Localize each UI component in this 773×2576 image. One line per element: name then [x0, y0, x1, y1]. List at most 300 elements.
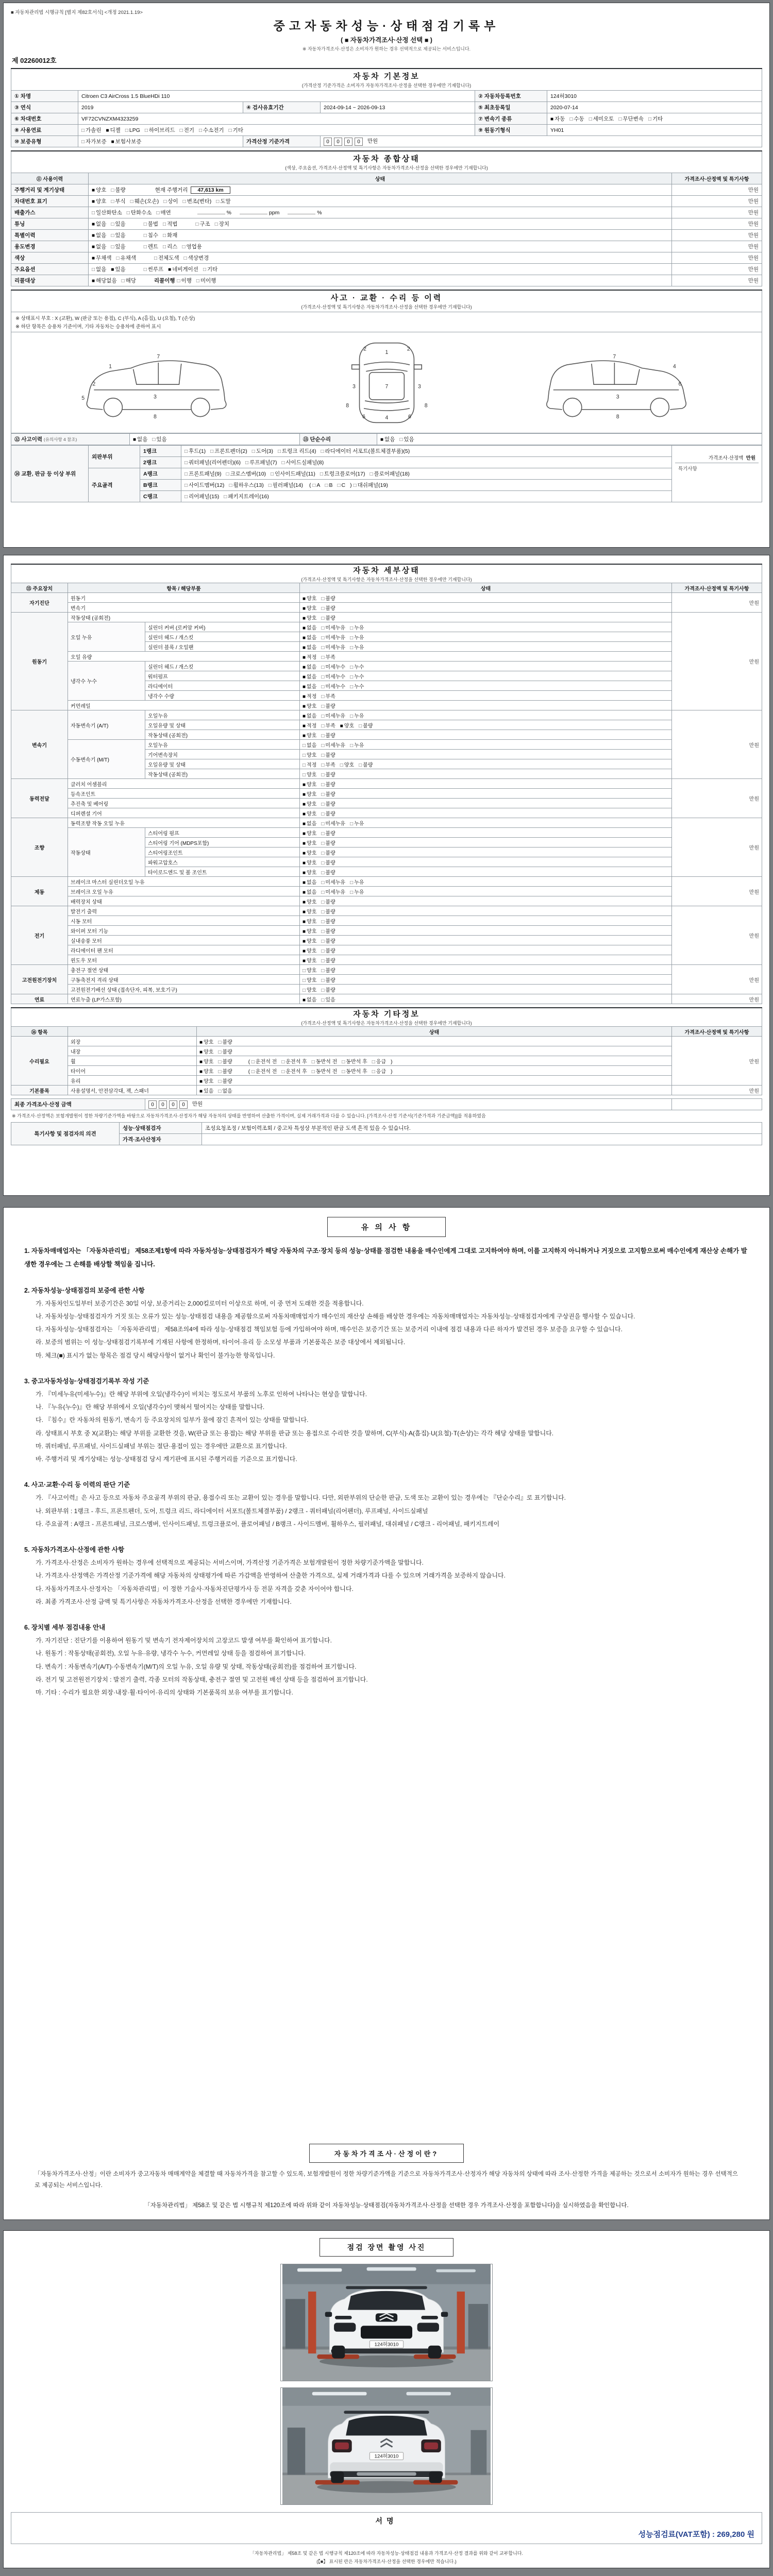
svg-text:2: 2	[363, 346, 366, 352]
checkbox-checked-icon: ■	[168, 267, 172, 273]
checkbox-option: ■ 없음	[303, 625, 317, 631]
checkbox-option: □ 불량	[218, 1069, 232, 1075]
table-row: ① 차명 Citroen C3 AirCross 1.5 BlueHDi 110 ② 자동차등록번호 124허3010	[11, 91, 762, 102]
checkbox-option: □ 미세누수	[321, 684, 346, 690]
checkbox-option: □ 수동	[569, 116, 584, 122]
notice-sub-text: 라. 보증의 범위는 이 성능·상태점검기록부에 기재된 사항에 한정하며, 타이어·유리 등 소모성 부품과 기본품목은 보증 대상에서 제외됩니다.	[36, 1338, 406, 1346]
checkbox-icon: □	[210, 449, 214, 454]
checkbox-icon: □	[321, 958, 325, 964]
checkbox-option: □ 동반석 후	[342, 1069, 367, 1075]
checkbox-option: □ 불량	[359, 723, 373, 729]
checkbox-checked-icon: ■	[303, 713, 306, 719]
checkbox-option: □ 불량	[321, 752, 335, 758]
checkbox-option: □ 미세누수	[321, 664, 346, 670]
checkbox-icon: □	[184, 494, 188, 500]
checkbox-icon: □	[251, 449, 255, 454]
document-subtitle: ( ■ 자동차가격조사·산정 선택 ■ )	[341, 37, 432, 44]
checkbox-icon: □	[618, 116, 622, 122]
checkbox-icon: □	[125, 128, 128, 133]
svg-text:3: 3	[616, 394, 620, 400]
checkbox-icon: □	[111, 199, 114, 205]
checkbox-icon: □	[199, 128, 203, 133]
checkbox-option: ■ 양호	[303, 615, 317, 621]
checkbox-option: □ 미세누유	[321, 821, 346, 827]
checkbox-option: □ 미세누유	[321, 713, 346, 719]
table-row: 최종 가격조사·산정 금액 0 0 0 0 만원	[11, 1099, 762, 1110]
section-header: 자동차 종합상태 (색상, 주요옵션, 가격조사·산정액 및 특기사항은 자동차가격조사·산정을 선택한 경우에만 기재합니다)	[11, 151, 762, 173]
notices-title: 유 의 사 항	[327, 1217, 446, 1237]
mileage-value: 47,613 km	[191, 187, 230, 194]
checkbox-checked-icon: ■	[303, 958, 306, 964]
checkbox-icon: □	[130, 199, 133, 205]
checkbox-icon: □	[218, 1088, 222, 1094]
checkbox-option: □ 불량	[321, 791, 335, 798]
notice-text: 6. 장치별 세부 점검내용 안내	[24, 1623, 106, 1631]
checkbox-option: ■ 양호	[303, 928, 317, 935]
checkbox-option: □ 부족	[321, 693, 335, 700]
checkbox-option: ■ 적정	[303, 693, 317, 700]
checkbox-checked-icon: ■	[303, 664, 306, 670]
checkbox-option: □ 누유	[350, 879, 364, 886]
checkbox-option: □ 무단변속	[618, 116, 644, 122]
checkbox-option: □ 침수	[143, 232, 159, 239]
checkbox-option: ■ 양호	[199, 1049, 214, 1055]
vin-value: VF72CVNZXM4323259	[78, 113, 475, 125]
inspection-fee: 성능점검료(VAT포함) : 269,280 원	[638, 2530, 754, 2539]
checkbox-checked-icon: ■	[303, 899, 306, 905]
checkbox-option: □ 트렁크 리드(4)	[277, 448, 316, 454]
checkbox-option: □ 미이행	[196, 278, 216, 284]
overall-condition-section	[11, 150, 762, 286]
table-row: C랭크 □ 리어패널(15) □ 패키지트레이(16)	[11, 491, 762, 502]
table-row: 타이어 ■ 양호 □ 불량 ( □ 운전석 전 □ 운전석 후 □ 동반석 전 □ 동반석 후 □ 응급 )	[11, 1066, 762, 1076]
footer-line-2: (【■】 표시된 란은 자동차가격조사·산정을 선택한 경우에만 적습니다.)	[316, 2559, 457, 2565]
checkbox-icon: □	[372, 1059, 375, 1065]
checkbox-icon: □	[321, 449, 324, 454]
checkbox-checked-icon: ■	[303, 791, 306, 798]
checkbox-option: □ 불량	[321, 850, 335, 856]
checkbox-icon: □	[143, 244, 147, 250]
checkbox-icon: □	[321, 968, 325, 974]
price-digit-boxes: 0 0 0 0	[324, 138, 363, 146]
detail-row: 제동 브레이크 마스터 실린더오일 누유 ■ 없음 □ 미세누유 □ 누유 만원	[11, 877, 762, 887]
checkbox-icon: □	[350, 635, 354, 641]
inspector-comment: 조성요청조정 / 보험이력조회 / 중고차 특성상 부분적인 판금 도색 흔적 있을 수 있습니다.	[202, 1123, 762, 1134]
table-row: 유리 ■ 양호 □ 불량	[11, 1076, 762, 1086]
svg-text:3: 3	[352, 383, 356, 390]
checkbox-option: ■ 있음	[111, 266, 126, 273]
checkbox-icon: □	[342, 1059, 345, 1065]
checkbox-icon: □	[143, 267, 147, 273]
exchange-panel-table	[11, 445, 762, 502]
table-row: 가격·조사산정자	[11, 1134, 762, 1145]
detail-row: 오일유량 및 상태 ■ 적정 □ 부족 ■ 양호 □ 불량	[11, 720, 762, 730]
detail-row: 배력장치 상태 ■ 양호 □ 불량	[11, 896, 762, 906]
checkbox-option: □ 프론트펜더(2)	[210, 448, 247, 454]
svg-text:124허3010: 124허3010	[374, 2453, 399, 2460]
checkbox-option: □ 미세누유	[321, 742, 346, 749]
notice-sub-text: 가. 『미세누유(미세누수)』란 해당 부위에 오일(냉각수)이 비치는 정도로서 부품의 노후로 인하여 나타나는 현상을 말합니다.	[36, 1390, 367, 1398]
svg-text:7: 7	[613, 353, 616, 360]
confirmation-text: 「자동차관리법」 제58조 및 같은 법 시행규칙 제120조에 따라 위와 같이 자동차성능·상태점검(자동차가격조사·산정을 선택한 경우 가격조사·산정을 포함합니다)을 실시하였음을 확인합니다.	[144, 2202, 629, 2209]
checkbox-option: □ 불량	[321, 899, 335, 905]
overall-condition-table	[11, 150, 762, 286]
checkbox-icon: □	[321, 625, 325, 631]
checkbox-option: □ 크로스멤버(10)	[226, 471, 266, 477]
checkbox-option: □ 불량	[321, 870, 335, 876]
checkbox-option: □ 유채색	[116, 255, 136, 261]
checkbox-option: □ 불량	[321, 860, 335, 866]
checkbox-icon: □	[350, 684, 354, 690]
checkbox-option: □ 구조	[195, 221, 210, 227]
checkbox-option: ■ 무채색	[92, 255, 112, 261]
detail-row: 실린더 블록 / 오일팬 ■ 없음 □ 미세누유 □ 누유	[11, 642, 762, 652]
checkbox-icon: □	[218, 1059, 222, 1065]
column-header-row: ⑯ 항목 상태 가격조사·산정액 및 특기사항	[11, 1027, 762, 1037]
checkbox-icon: □	[569, 116, 573, 122]
checkbox-icon: □	[353, 483, 357, 488]
checkbox-option: □ 불량	[359, 762, 373, 768]
checkbox-option: □ 불량	[321, 703, 335, 709]
price-cell: 만원	[671, 613, 762, 710]
checkbox-option: □ B	[325, 482, 333, 488]
checkbox-option: ■ 적정	[303, 654, 317, 660]
checkbox-checked-icon: ■	[303, 831, 306, 837]
checkbox-option: □ 해당	[121, 278, 136, 284]
etc-info-table	[11, 1007, 762, 1095]
checkbox-icon: □	[303, 968, 306, 974]
table-row: ⑥ 차대번호 VF72CVNZXM4323259 ⑦ 변속기 종류 ■ 자동 □ 수동 □ 세미오토 □ 무단변속 □ 기타	[11, 113, 762, 125]
checkbox-option: □ 불량	[321, 977, 335, 984]
checkbox-option: ■ 없음	[303, 997, 317, 1003]
checkbox-option: □ 있음	[111, 232, 126, 239]
checkbox-option: □ 누유	[350, 625, 364, 631]
checkbox-option: ■ 양호	[303, 801, 317, 807]
svg-text:1: 1	[385, 349, 388, 355]
checkbox-option: □ 프론트패널(9)	[184, 471, 222, 477]
photos-title: 점검 장면 촬영 사진	[320, 2238, 453, 2257]
checkbox-checked-icon: ■	[303, 782, 306, 788]
checkbox-option: □ 가솔린	[81, 127, 102, 133]
checkbox-icon: □	[321, 997, 325, 1003]
accident-title-table	[11, 290, 762, 312]
checkbox-option: □ 쿼터패널(리어펜더)(6)	[184, 460, 241, 466]
checkbox-option: □ 불량	[218, 1049, 232, 1055]
table-row: 2랭크 □ 쿼터패널(리어펜더)(6) □ 루프패널(7) □ 사이드실패널(8)	[11, 457, 762, 468]
detail-row: 오일유량 및 상태 □ 적정 □ 부족 □ 양호 □ 불량	[11, 759, 762, 769]
checkbox-icon: □	[92, 267, 95, 273]
detail-row: 오일 누유 실린더 커버 (로커암 커버) ■ 없음 □ 미세누유 □ 누유	[11, 622, 762, 632]
notice-sub-text: 라. 최종 가격조사·산정 금액 및 특기사항은 자동차가격조사·산정을 선택한 경우에만 기재합니다.	[36, 1598, 292, 1605]
checkbox-checked-icon: ■	[199, 1059, 203, 1065]
checkbox-icon: □	[281, 1059, 285, 1065]
notice-sub-text: 마. 체크(■) 표시가 없는 항목은 점검 당시 해당사항이 없거나 확인이 불가능한 항목입니다.	[36, 1351, 275, 1359]
checkbox-option: □ 도말	[216, 198, 231, 205]
checkbox-option: □ 불량	[321, 801, 335, 807]
detail-row: 조향 동력조향 작동 오일 누유 ■ 없음 □ 미세누유 □ 누유 만원	[11, 818, 762, 828]
checkbox-option: □ 기타	[228, 127, 243, 133]
table-row: 특별이력 ■ 없음 □ 있음 □ 침수 □ 화재 만원	[11, 230, 762, 241]
notice-sub-text: 나. 자동차성능·상태점검자가 거짓 또는 오류가 있는 성능·상태점검 내용을 제공함으로써 자동차매매업자가 매수인의 재산상 손해를 배상한 경우에는 자동차매매업자는 자동차성능·상태점검자에게 구상권을 행사할 수 있습니다.	[36, 1312, 635, 1320]
checkbox-checked-icon: ■	[111, 267, 114, 273]
checkbox-icon: □	[111, 244, 114, 250]
checkbox-checked-icon: ■	[303, 909, 306, 915]
checkbox-option: ■ 양호	[303, 948, 317, 954]
checkbox-icon: □	[143, 233, 147, 239]
notice-sub-text: 가. 자동차인도일부터 보증기간은 30일 이상, 보증거리는 2,000킬로미터 이상으로 하며, 이 중 먼저 도래한 것을 적용합니다.	[36, 1299, 364, 1307]
svg-text:8: 8	[616, 413, 620, 420]
notice-item	[24, 1284, 749, 1362]
checkbox-icon: □	[303, 762, 306, 768]
checkbox-option: □ 응급	[372, 1069, 386, 1075]
checkbox-option: ■ 없음	[133, 436, 148, 443]
svg-text:6: 6	[678, 380, 682, 387]
checkbox-checked-icon: ■	[92, 199, 95, 205]
checkbox-option: □ 장치	[214, 221, 230, 227]
checkbox-option: □ 동반석 전	[311, 1059, 338, 1065]
checkbox-option: □ 불량	[321, 605, 335, 612]
checkbox-option: □ 일산화탄소	[92, 210, 122, 216]
checkbox-option: ■ 없음	[380, 436, 395, 443]
checkbox-icon: □	[321, 713, 325, 719]
checkbox-checked-icon: ■	[106, 128, 109, 133]
checkbox-icon: □	[321, 791, 325, 798]
detail-condition-table	[11, 564, 762, 1004]
checkbox-option: □ 있음	[152, 436, 167, 443]
checkbox-option: ■ 양호	[303, 605, 317, 612]
appraiser-comment	[202, 1134, 762, 1145]
checkbox-icon: □	[369, 471, 373, 477]
checkbox-option: ■ 디젤	[106, 127, 121, 133]
checkbox-option: □ 양호	[303, 968, 317, 974]
checkbox-icon: □	[359, 723, 362, 729]
notices-list	[11, 1241, 762, 2140]
price-cell: 만원	[672, 184, 762, 196]
checkbox-icon: □	[321, 782, 325, 788]
checkbox-option: □ 화재	[163, 232, 178, 239]
checkbox-option: □ 변조(변타)	[182, 198, 212, 205]
checkbox-option: ■ 없음	[92, 221, 107, 227]
checkbox-checked-icon: ■	[199, 1088, 203, 1094]
checkbox-option: □ 없음	[303, 742, 317, 749]
checkbox-option: □ 적정	[303, 762, 317, 768]
checkbox-checked-icon: ■	[303, 625, 306, 631]
svg-text:1: 1	[109, 363, 112, 369]
page-1	[3, 3, 770, 548]
notice-sub-text: 다. 자동차가격조사·산정자는 「자동차관리법」이 정한 기술사·자동차진단평가사 등 전문 자격을 갖춘 자이어야 합니다.	[36, 1585, 354, 1592]
price-cell: 만원	[672, 218, 762, 230]
detail-condition-section	[11, 564, 762, 1004]
car-diagram-front-side	[72, 336, 236, 429]
checkbox-icon: □	[111, 188, 114, 193]
detail-row: 변속기 자동변속기 (A/T) 오일누유 ■ 없음 □ 미세누유 □ 누유 만원	[11, 710, 762, 720]
checkbox-option: □ 있음	[321, 997, 335, 1003]
checkbox-option: □ 불량	[321, 733, 335, 739]
checkbox-option: □ 있음	[111, 244, 126, 250]
first-reg-value: 2020-07-14	[547, 102, 762, 113]
checkbox-option: □ 불량	[321, 958, 335, 964]
checkbox-option: □ 부족	[321, 654, 335, 660]
checkbox-icon: □	[350, 713, 354, 719]
checkbox-option: □ 필러패널(14)	[268, 482, 304, 488]
signature-label: 서명	[375, 2517, 398, 2525]
checkbox-icon: □	[321, 987, 325, 993]
checkbox-checked-icon: ■	[303, 860, 306, 866]
checkbox-option: □ 이행	[177, 278, 192, 284]
checkbox-icon: □	[156, 210, 160, 216]
notice-sub-text: 가. 『사고이력』은 사고 등으로 자동차 주요골격 부위의 판금, 용접수리 또는 교환이 있는 경우를 말합니다. 다만, 외판부위의 단순한 판금, 도색 또는 교환이 있는 경우에는 『단순수리』로 표기합니다.	[36, 1494, 566, 1502]
checkbox-checked-icon: ■	[340, 723, 343, 729]
checkbox-option: □ 적법	[163, 221, 178, 227]
checkbox-checked-icon: ■	[303, 811, 306, 817]
detail-row: 기어변속장치 □ 양호 □ 불량	[11, 750, 762, 759]
checkbox-checked-icon: ■	[92, 222, 95, 227]
blank-field	[288, 209, 315, 214]
checkbox-option: ■ 양호	[303, 899, 317, 905]
svg-text:3: 3	[417, 383, 421, 390]
checkbox-icon: □	[81, 139, 85, 145]
car-diagram-rear-side	[537, 336, 701, 429]
checkbox-option: ■ 없음	[303, 879, 317, 886]
checkbox-checked-icon: ■	[303, 723, 306, 729]
price-cell: 만원	[671, 593, 762, 613]
checkbox-icon: □	[321, 742, 325, 749]
checkbox-icon: □	[163, 199, 167, 205]
checkbox-option: □ 누유	[350, 645, 364, 651]
checkbox-icon: □	[350, 742, 354, 749]
svg-text:124허3010: 124허3010	[374, 2342, 399, 2348]
price-cell: 만원	[672, 264, 762, 275]
checkbox-option: □ 도어(3)	[251, 448, 273, 454]
detail-row: 전기 발전기 출력 ■ 양호 □ 불량 만원	[11, 906, 762, 916]
checkbox-icon: □	[321, 938, 325, 944]
checkbox-icon: □	[81, 128, 85, 133]
page-3	[3, 1207, 770, 2220]
checkbox-icon: □	[303, 742, 306, 749]
checkbox-icon: □	[224, 494, 227, 500]
checkbox-icon: □	[303, 977, 306, 984]
checkbox-option: □ 패키지트레이(16)	[224, 494, 269, 500]
checkbox-option: ■ 네비게이션	[168, 266, 198, 273]
checkbox-checked-icon: ■	[111, 139, 114, 145]
checkbox-option: □ 미세누수	[321, 674, 346, 680]
checkbox-icon: □	[321, 948, 325, 954]
checkbox-option: □ 미세누유	[321, 635, 346, 641]
table-row: 튜닝 ■ 없음 □ 있음 □ 불법 □ 적법 □ 구조 □ 장치 만원	[11, 218, 762, 230]
price-cell: 만원	[672, 196, 762, 207]
checkbox-icon: □	[277, 449, 281, 454]
checkbox-option: □ 누수	[350, 674, 364, 680]
detail-row: 커먼레일 ■ 양호 □ 불량	[11, 701, 762, 710]
detail-row: 수동변속기 (M/T) 오일누유 □ 없음 □ 미세누유 □ 누유	[11, 740, 762, 750]
checkbox-icon: □	[321, 762, 325, 768]
checkbox-icon: □	[179, 128, 183, 133]
price-cell: 만원	[671, 710, 762, 779]
checkbox-icon: □	[342, 1069, 345, 1075]
notice-text: 4. 사고·교환·수리 등 이력의 판단 기준	[24, 1481, 130, 1489]
checkbox-icon: □	[321, 596, 325, 602]
checkbox-option: □ 동반석 전	[311, 1069, 338, 1075]
table-row: 용도변경 ■ 없음 □ 있음 □ 렌트 □ 리스 □ 영업용 만원	[11, 241, 762, 252]
final-price-section	[11, 1098, 762, 1119]
checkbox-checked-icon: ■	[303, 596, 306, 602]
checkbox-option: ■ 양호	[303, 791, 317, 798]
checkbox-checked-icon: ■	[92, 233, 95, 239]
price-cell: 만원	[672, 275, 762, 286]
notice-text: 2. 자동차성능·상태점검의 보증에 관한 사항	[24, 1286, 145, 1294]
detail-row: 실린더 헤드 / 개스킷 ■ 없음 □ 미세누유 □ 누유	[11, 632, 762, 642]
checkbox-option: □ LPG	[125, 127, 140, 133]
checkbox-option: □ 누유	[350, 635, 364, 641]
price-cell: 만원	[671, 1037, 762, 1086]
checkbox-icon: □	[218, 1049, 222, 1055]
checkbox-checked-icon: ■	[303, 733, 306, 739]
checkbox-checked-icon: ■	[303, 840, 306, 846]
checkbox-option: □ 대쉬패널(19)	[353, 482, 388, 488]
checkbox-icon: □	[321, 654, 325, 660]
detail-row: 오일 유량 ■ 적정 □ 부족	[11, 652, 762, 662]
checkbox-option: □ 없음	[92, 266, 107, 273]
detail-row: 원동기 작동상태 (공회전) ■ 양호 □ 불량 만원	[11, 613, 762, 622]
checkbox-option: ■ 없음	[303, 645, 317, 651]
notice-sub-text: 라. 상태표시 부호 중 X(교환)는 해당 부위를 교환한 것을, W(판금 또는 용접)는 해당 부위를 판금 또는 용접으로 수리한 것을 말하며, C(부식)·A(흠집)·U(요철)·T(손상)는 각각 해당 상태를 말합니다.	[36, 1429, 554, 1437]
engine-type-value: YH01	[547, 125, 762, 136]
checkbox-icon: □	[218, 1069, 222, 1075]
detail-row: 동력전달 클러치 어셈블리 ■ 양호 □ 불량 만원	[11, 779, 762, 789]
detail-row: 작동상태 (공회전) □ 양호 □ 불량	[11, 769, 762, 779]
checkbox-icon: □	[321, 615, 325, 621]
section-header: 자동차 세부상태 (가격조사·산정액 및 특기사항은 자동차가격조사·산정을 선택한 경우에만 기재합니다)	[11, 564, 762, 583]
checkbox-option: □ 불량	[321, 596, 335, 602]
checkbox-option: □ 불량	[321, 968, 335, 974]
table-row: B랭크 □ 사이드멤버(12) □ 휠하우스(13) □ 필러패널(14) ( □ A □ B □ C ) □ 대쉬패널(19)	[11, 480, 762, 491]
checkbox-checked-icon: ■	[380, 437, 384, 443]
checkbox-option: ■ 양호	[199, 1078, 214, 1084]
checkbox-icon: □	[163, 233, 166, 239]
blank-field	[197, 209, 225, 214]
checkbox-icon: □	[321, 850, 325, 856]
checkbox-option: ■ 양호	[303, 909, 317, 915]
detail-row: 냉각수 수량 ■ 적정 □ 부족	[11, 691, 762, 701]
section-header: 자동차 기타정보 (가격조사·산정액 및 특기사항은 자동차가격조사·산정을 선택한 경우에만 기재합니다)	[11, 1008, 762, 1027]
checkbox-option: ■ 있음	[199, 1088, 214, 1094]
checkbox-option: □ 트렁크플로어(17)	[320, 471, 365, 477]
detail-row: 윈도우 모터 ■ 양호 □ 불량	[11, 955, 762, 965]
checkbox-option: □ 불량	[321, 909, 335, 915]
checkbox-option: ■ 양호	[199, 1069, 214, 1075]
checkbox-option: □ 색상변경	[183, 255, 209, 261]
checkbox-option: □ 부족	[321, 723, 335, 729]
checkbox-icon: □	[321, 860, 325, 866]
page-4	[3, 2230, 770, 2568]
basic-info-table	[11, 68, 762, 147]
checkbox-option: □ 리스	[163, 244, 178, 250]
checkbox-checked-icon: ■	[303, 997, 306, 1003]
checkbox-icon: □	[111, 222, 114, 227]
checkbox-icon: □	[111, 233, 114, 239]
checkbox-icon: □	[321, 684, 325, 690]
price-cell: 만원	[671, 994, 762, 1004]
checkbox-checked-icon: ■	[199, 1069, 203, 1075]
checkbox-option: ■ 없음	[303, 821, 317, 827]
detail-row: 라디에이터 ■ 없음 □ 미세누수 □ 누수	[11, 681, 762, 691]
inspection-photo-rear	[280, 2387, 493, 2505]
checkbox-option: □ 사이드실패널(8)	[281, 460, 324, 466]
checkbox-icon: □	[321, 840, 325, 846]
checkbox-option: □ 있음	[111, 221, 126, 227]
checkbox-icon: □	[182, 244, 186, 250]
price-definition-title: 자동차가격조사·산정이란?	[309, 2144, 464, 2163]
